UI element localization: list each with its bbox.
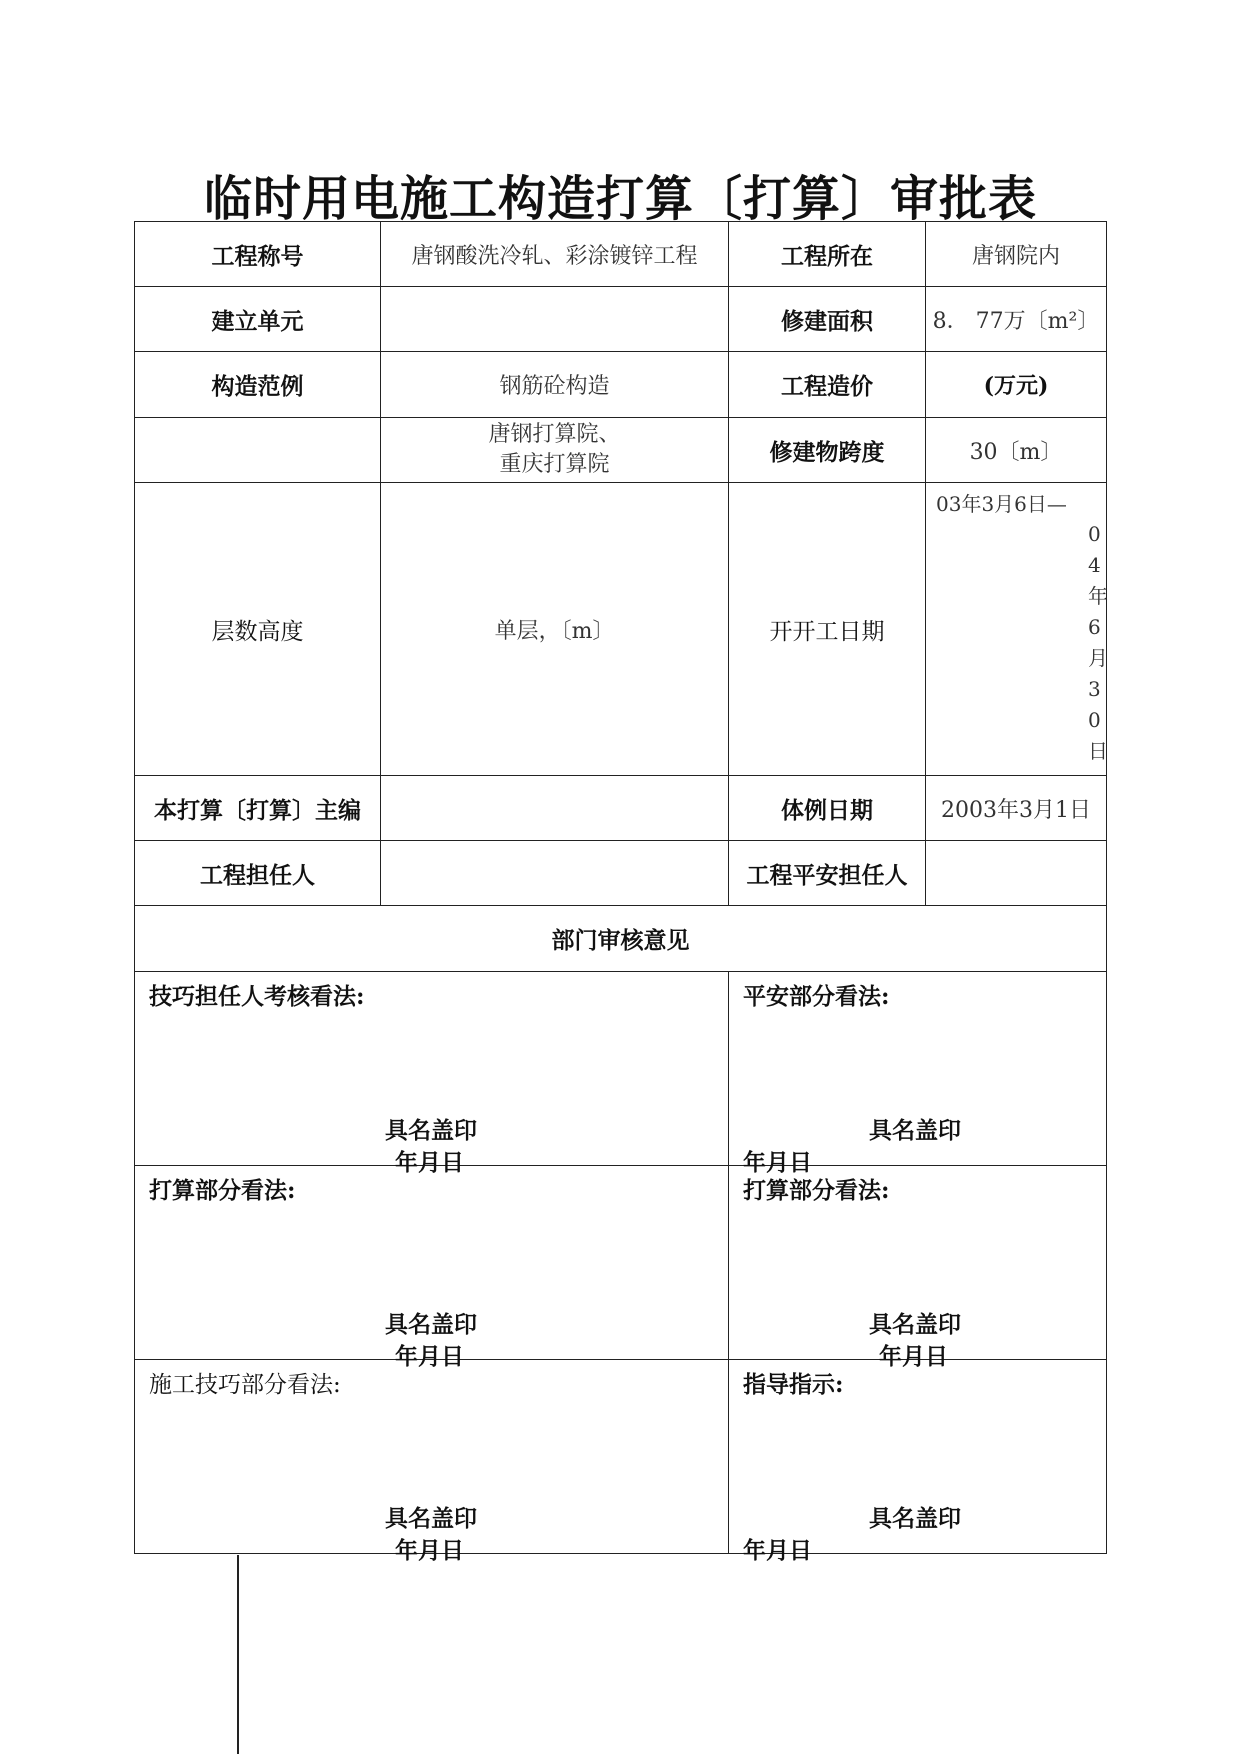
structure-type-label: 构造范例 xyxy=(135,352,381,418)
construction-opinion-heading: 施工技巧部分看法: xyxy=(149,1372,341,1398)
safety-signature-label: 具名盖印 xyxy=(869,1117,961,1144)
building-area-value: 8． 77万〔m²〕 xyxy=(926,287,1107,352)
project-cost-label: 工程造价 xyxy=(729,352,926,418)
safety-manager-label: 工程平安担任人 xyxy=(729,841,926,906)
guidance-date-label: 年月日 xyxy=(743,1537,812,1564)
safety-date-label: 年月日 xyxy=(743,1149,812,1176)
design-opinion-right-cell xyxy=(729,1166,1107,1370)
start-end-date-label: 开开工日期 xyxy=(729,483,926,776)
compile-date-label: 体例日期 xyxy=(729,776,926,841)
chief-editor-value xyxy=(381,776,729,841)
table-row xyxy=(135,776,1107,841)
project-cost-value: (万元) xyxy=(926,352,1107,418)
table-row xyxy=(135,906,1107,972)
project-manager-value xyxy=(381,841,729,906)
table-row xyxy=(135,352,1107,418)
builder-unit-value xyxy=(381,287,729,352)
project-name-value: 唐钢酸洗冷轧、彩涂镀锌工程 xyxy=(381,222,729,287)
start-date-text: 03年3月6日— xyxy=(936,492,1067,516)
building-area-label: 修建面积 xyxy=(729,287,926,352)
table-row xyxy=(135,287,1107,352)
start-end-date-value xyxy=(926,483,1107,776)
table-row xyxy=(135,841,1107,906)
guidance-signature-label: 具名盖印 xyxy=(869,1505,961,1532)
design-left-date-label: 年月日 xyxy=(395,1343,464,1370)
construction-signature-label: 具名盖印 xyxy=(385,1505,477,1532)
floor-height-value: 单层，〔m〕 xyxy=(381,483,729,776)
table-row xyxy=(135,972,1107,1166)
building-span-label: 修建物跨度 xyxy=(729,418,926,483)
design-right-signature-label: 具名盖印 xyxy=(869,1311,961,1338)
table-row xyxy=(135,483,1107,776)
design-opinion-right-heading: 打算部分看法: xyxy=(743,1177,890,1204)
project-manager-label: 工程担任人 xyxy=(135,841,381,906)
margin-rule-line xyxy=(237,1555,239,1754)
table-row xyxy=(135,222,1107,287)
page-title: 临时用电施工构造打算〔打算〕审批表 xyxy=(203,171,1037,227)
design-unit-line2: 重庆打算院 xyxy=(499,452,610,477)
project-location-label: 工程所在 xyxy=(729,222,926,287)
construction-opinion-cell xyxy=(135,1360,729,1564)
table-row xyxy=(135,1166,1107,1360)
design-unit-label xyxy=(135,418,381,483)
project-name-label: 工程称号 xyxy=(135,222,381,287)
project-location-value: 唐钢院内 xyxy=(926,222,1107,287)
guidance-opinion-heading: 指导指示: xyxy=(743,1371,844,1398)
table-row xyxy=(135,418,1107,483)
design-opinion-left-heading: 打算部分看法: xyxy=(149,1177,296,1204)
builder-unit-label: 建立单元 xyxy=(135,287,381,352)
tech-opinion-heading: 技巧担任人考核看法: xyxy=(149,983,365,1010)
design-opinion-left-cell xyxy=(135,1166,729,1370)
safety-manager-value xyxy=(926,841,1107,906)
safety-opinion-heading: 平安部分看法: xyxy=(743,983,890,1010)
compile-date-value: 2003年3月1日 xyxy=(926,776,1107,841)
approval-table xyxy=(134,221,1108,1564)
tech-opinion-cell xyxy=(135,972,729,1176)
design-right-date-label: 年月日 xyxy=(879,1343,948,1370)
design-unit-value xyxy=(381,418,729,483)
building-span-value: 30〔m〕 xyxy=(926,418,1107,483)
guidance-opinion-cell xyxy=(729,1360,1107,1564)
table-row xyxy=(135,1360,1107,1554)
design-left-signature-label: 具名盖印 xyxy=(385,1311,477,1338)
chief-editor-label: 本打算〔打算〕主编 xyxy=(135,776,381,841)
safety-opinion-cell xyxy=(729,972,1107,1176)
construction-date-label: 年月日 xyxy=(395,1537,464,1564)
design-unit-line1: 唐钢打算院、 xyxy=(488,422,621,447)
tech-date-label: 年月日 xyxy=(395,1149,464,1176)
structure-type-value: 钢筋砼构造 xyxy=(381,352,729,418)
floor-height-label: 层数高度 xyxy=(135,483,381,776)
tech-signature-label: 具名盖印 xyxy=(385,1117,477,1144)
section-title: 部门审核意见 xyxy=(135,906,1107,972)
end-date-text: 04年6月30日 xyxy=(1088,522,1108,763)
